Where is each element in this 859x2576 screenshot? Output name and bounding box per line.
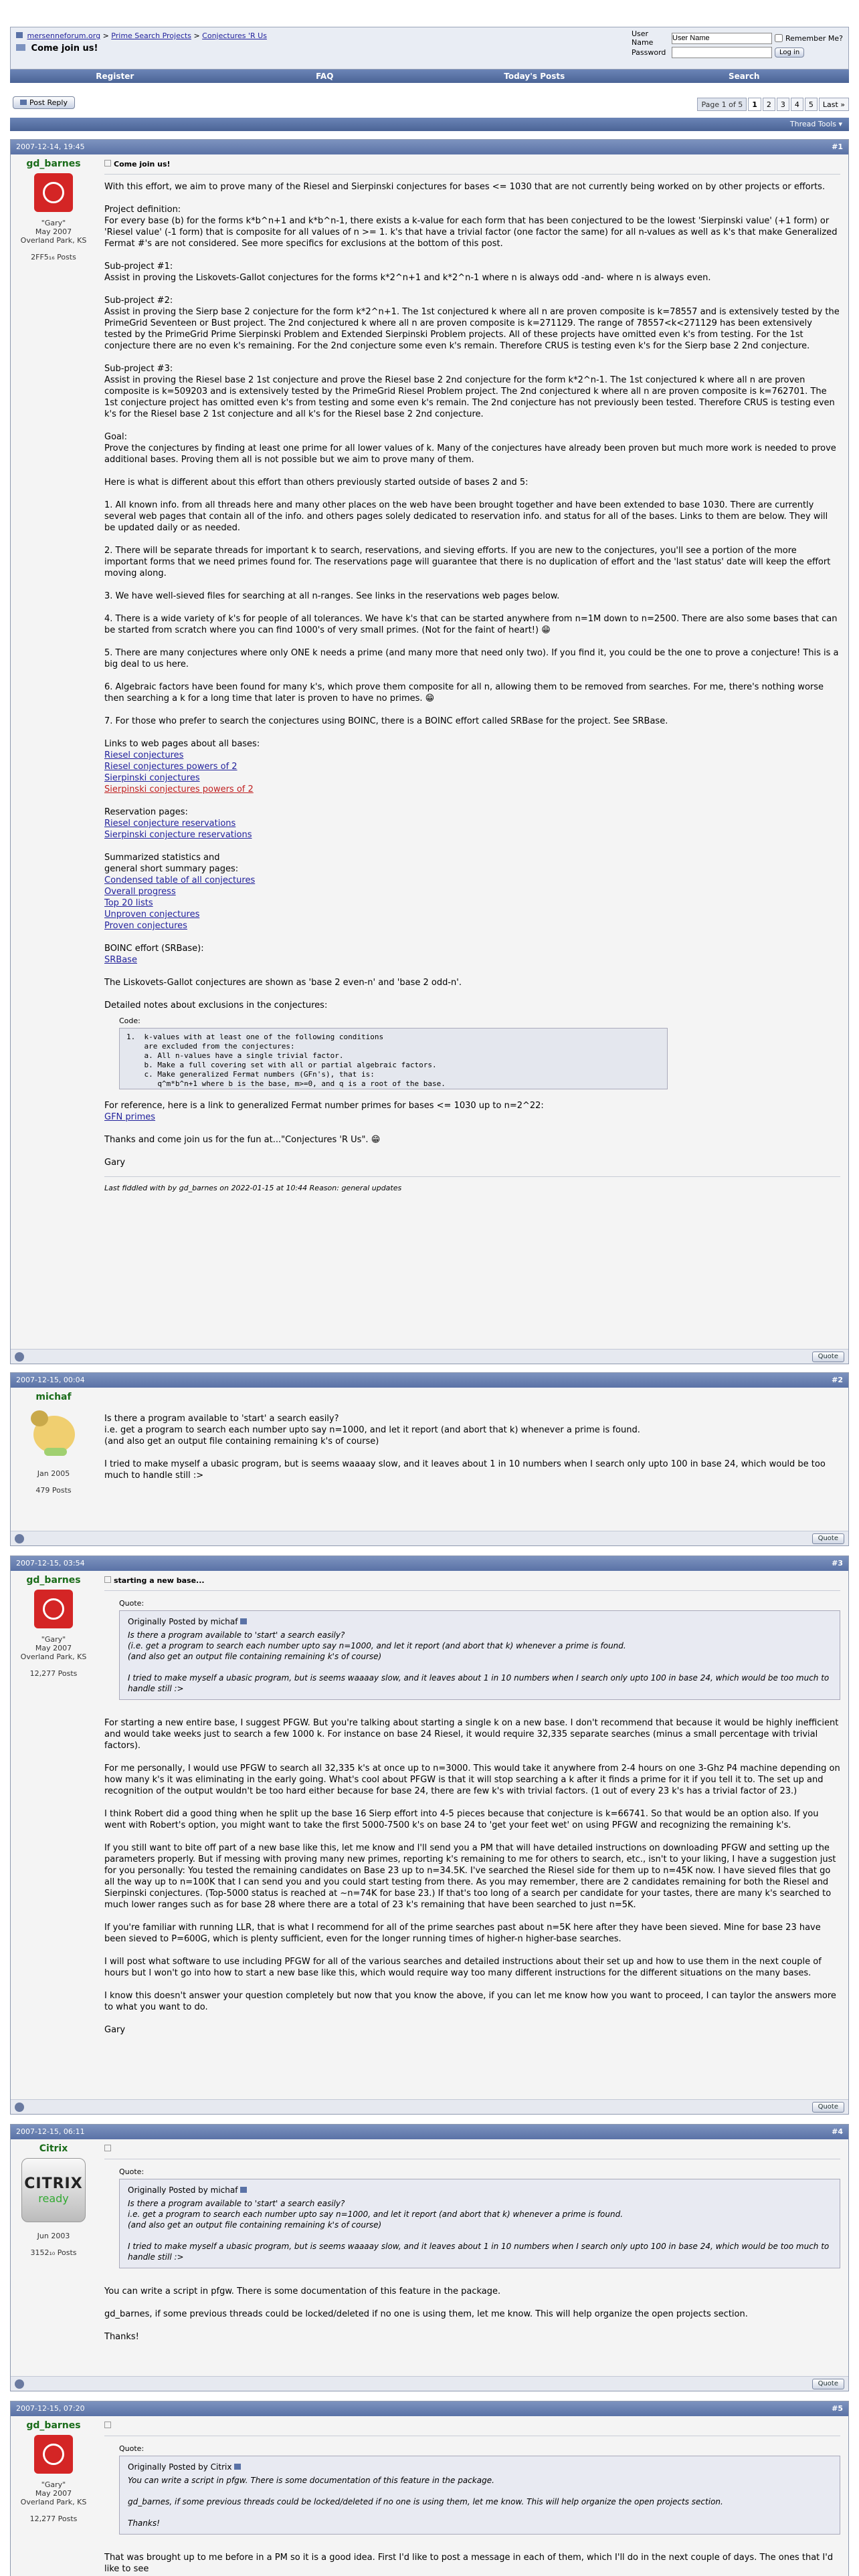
post-count: 3152₁₀ Posts <box>30 2248 77 2257</box>
breadcrumb-forum[interactable]: Prime Search Projects <box>111 31 191 40</box>
detail-note: Detailed notes about exclusions in the conjectures: <box>104 1000 328 1010</box>
nav-bar <box>10 70 849 83</box>
folder-icon <box>16 44 25 51</box>
nav-faq[interactable]: FAQ <box>316 72 334 81</box>
quote-button[interactable]: Quote <box>812 2102 844 2113</box>
user-info <box>11 2416 96 2523</box>
quote-block <box>119 2443 840 2535</box>
summary-list <box>104 875 840 932</box>
avatar <box>34 1590 73 1628</box>
remember-checkbox[interactable] <box>775 34 783 42</box>
location: Overland Park, KS <box>20 236 87 245</box>
post-count: 2FF5₁₆ Posts <box>31 253 76 261</box>
post-icon <box>104 2145 111 2151</box>
breadcrumb-home[interactable]: mersenneforum.org <box>27 31 101 40</box>
edit-note: Last fiddled with by gd_barnes on 2022-01-15 at 10:44 Reason: general updates <box>104 1184 402 1192</box>
username-link[interactable]: gd_barnes <box>26 158 81 169</box>
summary-link[interactable]: Proven conjectures <box>104 921 187 931</box>
post-body <box>104 1575 840 2047</box>
lg-note: The Liskovets-Gallot conjectures are shown as 'base 2 even-n' and 'base 2 odd-n'. <box>104 978 462 988</box>
paragraph: If you still want to bite off part of a new base like this, let me know and I'll send you a PM that will have detailed instructions on downloading PFGW and setting up the parameters properly. But if messing with proving many new primes, reporting k's remaining to me for others to search, etc., isn't to your liking, I have a suggestion just for you personally: You tested the remaining candidates on Base 23 up to n=34.5K. I've searched the Riesel side for them up to n=45K now. I have sieved files that go all the way up to n=100K that I can send you and you could start testing from there. As you may remember, there are 2 candidates remaining for both the Riesel and Sierpinski conjectures. (Top-5000 status is reached at ~n=74K for base 23.) If that's too long of a search per candidate for your tastes, there are many k's searched to much lower ranges such as for base 28 where there are a total of 23 k's remaining that have been searched to just n=5K. <box>104 1843 836 1910</box>
status-icon <box>15 1534 24 1543</box>
paragraph: For starting a new entire base, I suggest PFGW. But you're talking about starting a single k on a new base. I don't recommend that because it would be highly inefficient and would take weeks just to search a few 1000 k. For instance on base 24 Riesel, it would require 32,335 separate searches (minus a small percentage with trivial factors). <box>104 1718 839 1751</box>
user-info <box>11 154 96 261</box>
conjecture-link[interactable]: Riesel conjectures powers of 2 <box>104 762 237 772</box>
location: Overland Park, KS <box>20 1652 87 1661</box>
conjecture-link[interactable]: Sierpinski conjectures <box>104 773 200 783</box>
paragraph: That was brought up to me before in a PM so it is a good idea. First I'd like to post a message in each of them, which I'll do in the next couple of days. The ones that I'd like to see <box>104 2553 834 2574</box>
paragraph: Project definition: For every base (b) for the forms k*b^n+1 and k*b^n-1, there exists a k-value for each form that has been conjectured to be the lowest 'Sierpinski value' (+1 form) or 'Riesel value' (-1 form) that is composite for all values of n >= 1. k's that have a trivial factor (one factor the same) for all n-values as well as k's that make Generalized Fermat #'s are not considered. See more specifics for exclusions at the bottom of this post. <box>104 205 838 249</box>
status-icon <box>15 1352 24 1362</box>
username-link[interactable]: gd_barnes <box>26 2420 81 2431</box>
quote-author: Originally Posted by michaf <box>128 1616 832 1627</box>
post-icon <box>104 160 111 167</box>
post-header <box>11 140 848 154</box>
summary-link[interactable]: Overall progress <box>104 887 176 897</box>
post-number[interactable]: #1 <box>832 142 843 151</box>
view-post-icon[interactable] <box>240 1618 247 1624</box>
srbase-link[interactable]: SRBase <box>104 955 137 965</box>
username-label: User Name <box>632 29 654 47</box>
post-3 <box>10 1555 849 2115</box>
signature: Gary <box>104 1157 840 1177</box>
quote-button[interactable]: Quote <box>812 1533 844 1544</box>
post-date: 2007-12-15, 03:54 <box>16 1559 85 1568</box>
post-icon <box>104 2422 111 2428</box>
paragraph: For me personally, I would use PFGW to search all 32,335 k's at once up to n=3000. This would take it anywhere from 2-4 hours on one 3-Ghz P4 machine depending on how many k's it was eliminating in the early going. What's cool about PFGW is that it will stop searching a k after it finds a prime for it if you tell it to. The set up and recognition of the output wouldn't be too hard either because for base 24, there are few k's with trivial factors. (1 out of every 23 k's has a trivial factor of 23.) <box>104 1763 840 1796</box>
remember-label: Remember Me? <box>785 33 843 43</box>
conjecture-link[interactable]: Riesel conjectures <box>104 750 184 760</box>
paragraph: I think Robert did a good thing when he split up the base 16 Sierp effort into 4-5 pieces because that conjecture is k=66741. So that would be an option also. If you went with Robert's option, you might want to take the first 5000-7500 k's on base 24 to 'get your feet wet' on using PFGW and recognizing the remaining k's. <box>104 1809 819 1830</box>
quote-box <box>119 2456 840 2535</box>
post-subject <box>104 2143 840 2159</box>
username-link[interactable]: michaf <box>35 1392 72 1402</box>
header-box <box>10 27 849 70</box>
thread-title: Come join us! <box>31 43 98 53</box>
username-link[interactable]: gd_barnes <box>26 1575 81 1586</box>
quote-label: Quote: <box>119 1599 145 1608</box>
post-footer <box>11 2376 848 2391</box>
post-header <box>11 1556 848 1571</box>
join-date: May 2007 <box>35 1644 72 1652</box>
quote-author: Originally Posted by michaf <box>128 2185 832 2195</box>
pagination <box>697 98 849 112</box>
reservation-link[interactable]: Riesel conjecture reservations <box>104 819 236 829</box>
summary-link[interactable]: Condensed table of all conjectures <box>104 875 256 885</box>
reservation-list <box>104 818 840 841</box>
paragraph: Goal: Prove the conjectures by finding at least one prime for all lower values of k. Many of the conjectures have already been proven but much more work is needed to prove additional bases. Proving them all is not possible but we aim to prove many of them. <box>104 432 836 465</box>
summary-link[interactable]: Unproven conjectures <box>104 909 200 920</box>
paragraph: If you're familiar with running LLR, that is what I recommend for all of the prime searches past about n=5K here after they have been sieved. Mine for base 23 have been sieved to P=600G, which is plenty sufficient, even for the longer running times of higher-n higher-base searches. <box>104 1923 821 1944</box>
avatar <box>34 2435 73 2474</box>
links-list <box>104 750 840 795</box>
paragraph: 5. There are many conjectures where only ONE k needs a prime (and many more that need only two). If you find it, you could be the one to prove a conjecture! This is a big deal to us here. <box>104 648 839 669</box>
view-post-icon[interactable] <box>234 2464 241 2470</box>
thread-title-row <box>16 43 98 53</box>
post-footer <box>11 1531 848 1545</box>
summary-link[interactable]: Top 20 lists <box>104 898 153 908</box>
quote-button[interactable]: Quote <box>812 2379 844 2389</box>
user-title: "Gary" <box>41 219 66 227</box>
post-4 <box>10 2124 849 2391</box>
quote-label: Quote: <box>119 2444 145 2453</box>
conjecture-link[interactable]: Sierpinski conjectures powers of 2 <box>104 784 254 794</box>
status-icon <box>15 2103 24 2112</box>
page-3[interactable]: 3 <box>777 98 789 111</box>
post-number[interactable]: #4 <box>832 2127 843 2136</box>
quote-box <box>119 1610 840 1700</box>
post-number[interactable]: #2 <box>832 1376 843 1384</box>
links-header: Links to web pages about all bases: <box>104 739 260 749</box>
page-last[interactable]: Last » <box>819 98 849 111</box>
post-paragraphs <box>104 181 840 727</box>
login-form <box>632 31 843 60</box>
reply-icon <box>20 100 27 105</box>
view-post-icon[interactable] <box>240 2187 247 2193</box>
post-header <box>11 2401 848 2416</box>
quote-box <box>119 2179 840 2268</box>
location: Overland Park, KS <box>20 2498 87 2506</box>
page-4[interactable]: 4 <box>791 98 803 111</box>
user-title: "Gary" <box>41 1635 66 1644</box>
quote-label: Quote: <box>119 2167 145 2176</box>
quote-block <box>119 1598 840 1700</box>
quote-block <box>119 2166 840 2268</box>
paragraph: 3. We have well-sieved files for searching at all n-ranges. See links in the reservations web pages below. <box>104 591 560 601</box>
signature: Gary <box>104 2025 126 2035</box>
user-title: "Gary" <box>41 2480 66 2489</box>
post-paragraphs <box>104 2552 840 2575</box>
username-link[interactable]: Citrix <box>39 2143 68 2154</box>
post-date: 2007-12-15, 07:20 <box>16 2404 85 2413</box>
breadcrumb-subforum[interactable]: Conjectures 'R Us <box>202 31 267 40</box>
gfn-primes-link[interactable]: GFN primes <box>104 1112 156 1122</box>
join-date: Jun 2003 <box>37 2232 70 2240</box>
post-date: 2007-12-14, 19:45 <box>16 142 85 151</box>
post-5 <box>10 2401 849 2576</box>
post-number[interactable]: #3 <box>832 1559 843 1568</box>
post-reply-button[interactable]: Post Reply <box>13 96 75 109</box>
paragraph: Sub-project #3: Assist in proving the Riesel base 2 1st conjecture and prove the Riesel base 2 2nd conjecture for the form k*2^n-1. The 1st conjectured k where all n are proven composite is k=509203 and is extensively tested by the PrimeGrid Riesel Problem project. The 2nd conjectured k where all n are proven composite is k=762701. The 1st conjecture project has omitted even k's from testing and some even k's remain. The 2nd conjecture has not previously been tested. Therefore CRUS is testing even k's for the Riesel base 2 1st conjecture and all k's for the Riesel base 2 2nd conjecture. <box>104 364 835 419</box>
nav-search[interactable]: Search <box>729 72 760 81</box>
paragraph: 1. All known info. from all threads here and many other places on the web have been brought together and have been extended to base 1030. There are currently several web pages that contain all of the info. and others pages solely dedicated to reservation info. and status for all of the bases. Links to them are below. They will be updated daily or as needed. <box>104 500 828 533</box>
post-body <box>104 158 840 1194</box>
paragraph: Thanks! <box>104 2332 139 2342</box>
code-content[interactable]: 1. k-values with at least one of the following conditions are excluded from the conjectures: a. All n-values have a single trivial factor. b. Make a full covering set with all or partial algebraic factors. c. Make generalized Fermat numbers (GFn's), that is: q^m*b^n+1 where b is the base, m>=0, and q is a root of the base. <box>119 1028 668 1089</box>
code-label: Code: <box>119 1016 140 1025</box>
home-icon <box>16 32 23 38</box>
nav-todays-posts[interactable]: Today's Posts <box>504 72 565 81</box>
paragraph: You can write a script in pfgw. There is some documentation of this feature in the package. <box>104 2286 501 2296</box>
avatar <box>27 1406 80 1460</box>
avatar: CITRIX ready <box>21 2158 86 2222</box>
post-1 <box>10 139 849 1364</box>
user-info <box>11 1388 96 1495</box>
quote-text: Is there a program available to 'start' a search easily? (i.e. get a program to search each number upto say n=1000, and let it report (and abort that k) whenever a prime is found. (and also get an output file containing remaining k's of course) I tried to make myself a ubasic program, but is seems waaaay slow, and it leaves about 1 in 10 numbers when I search only upto 100 in base 24, which would be too much to handle still :> <box>128 1630 830 1693</box>
post-count: 479 Posts <box>35 1486 72 1495</box>
password-input[interactable] <box>672 47 772 58</box>
paragraph: 2. There will be separate threads for important k to search, reservations, and sieving efforts. If you are new to the conjectures, you'll see a portion of the more important forms that we need primes found for. The reservations page will guarantee that there is no duplication of effort and the 'last status' date will keep the effort moving along. <box>104 546 831 578</box>
post-footer <box>11 2099 848 2114</box>
paragraph: 4. There is a wide variety of k's for people of all tolerances. We have k's that can be started anywhere from n=1M down to n=2500. There are also some bases that can be started from scratch where you can find 1000's of very small primes. (Not for the faint of heart!) 😁 <box>104 614 838 635</box>
post-count: 12,277 Posts <box>29 2514 78 2523</box>
status-icon <box>15 2379 24 2389</box>
nav-register[interactable]: Register <box>96 72 134 81</box>
join-date: May 2007 <box>35 2489 72 2498</box>
post-body <box>104 1413 840 1493</box>
post-paragraphs <box>104 1413 840 1481</box>
boinc-header: BOINC effort (SRBase): <box>104 944 204 954</box>
page-5[interactable]: 5 <box>805 98 818 111</box>
post-footer <box>11 1349 848 1364</box>
quote-button[interactable]: Quote <box>812 1352 844 1362</box>
paragraph: I will post what software to use including PFGW for all of the various searches and detailed instructions about their set up and how to use them in the next couple of hours but I won't go into how to start a new base like this, which would require way too many different instructions for the different situations on the many bases. <box>104 1957 822 1978</box>
paragraph: With this effort, we aim to prove many of the Riesel and Sierpinski conjectures for bases <= 1030 that are not currently being worked on by other projects or efforts. <box>104 182 826 192</box>
username-input[interactable] <box>672 33 772 44</box>
paragraph: I tried to make myself a ubasic program, but is seems waaaay slow, and it leaves about 1 in 10 numbers when I search only upto 100 in base 24, which would be too much to handle still :> <box>104 1459 826 1481</box>
breadcrumb: mersenneforum.org > Prime Search Projects > Conjectures 'R Us <box>16 31 267 40</box>
thread-tools-bar <box>10 118 849 131</box>
user-info <box>11 1571 96 1678</box>
post-subject <box>104 2420 840 2436</box>
post-subject: starting a new base... <box>104 1575 840 1591</box>
password-label: Password <box>632 47 666 57</box>
code-block <box>119 1015 840 1089</box>
paragraph: Here is what is different about this effort than others previously started outside of bases 2 and 5: <box>104 477 529 488</box>
post-2 <box>10 1372 849 1546</box>
page-1[interactable]: 1 <box>748 98 761 111</box>
reservation-link[interactable]: Sierpinski conjecture reservations <box>104 830 252 840</box>
quote-text: Is there a program available to 'start' a search easily? i.e. get a program to search each number upto say n=1000, and let it report (and abort that k) whenever a prime is found. (and also get an output file containing remaining k's of course) I tried to make myself a ubasic program, but is seems waaaay slow, and it leaves about 1 in 10 numbers when I search only upto 100 in base 24, which would be too much to handle still :> <box>128 2199 830 2262</box>
post-icon <box>104 1576 111 1583</box>
paragraph: 6. Algebraic factors have been found for many k's, which prove them composite for all n, allowing them to be removed from searches. For me, there's nothing worse then searching a k for a long time that later is proven to have no primes. 😁 <box>104 682 824 704</box>
join-date: Jan 2005 <box>37 1469 70 1478</box>
post-paragraphs <box>104 1717 840 2013</box>
quote-text: You can write a script in pfgw. There is some documentation of this feature in the package. gd_barnes, if some previous threads could be locked/deleted if no one is using them, let me know. This will help organize the open projects section. Thanks! <box>128 2476 723 2528</box>
post-number[interactable]: #5 <box>832 2404 843 2413</box>
paragraph: 7. For those who prefer to search the conjectures using BOINC, there is a BOINC effort called SRBase for the project. See SRBase. <box>104 716 668 726</box>
post-header <box>11 1373 848 1388</box>
summary-header: Summarized statistics and general short summary pages: <box>104 853 239 874</box>
post-header <box>11 2125 848 2139</box>
thread-tools-menu[interactable]: Thread Tools ▾ <box>789 120 842 128</box>
join-date: May 2007 <box>35 227 72 236</box>
thanks-text: Thanks and come join us for the fun at..."Conjectures 'R Us". 😁 <box>104 1135 381 1145</box>
post-count: 12,277 Posts <box>29 1669 78 1678</box>
post-subject: Come join us! <box>104 158 840 175</box>
paragraph: Is there a program available to 'start' a search easily? i.e. get a program to search each number upto say n=1000, and let it report (and abort that k) whenever a prime is found. (and also get an output file containing remaining k's of course) <box>104 1414 640 1446</box>
avatar <box>34 173 73 212</box>
post-body <box>104 2420 840 2576</box>
reference-text: For reference, here is a link to generalized Fermat number primes for bases <= 1030 up to n=2^22: <box>104 1101 544 1111</box>
reservation-header: Reservation pages: <box>104 807 188 817</box>
paragraph: Sub-project #2: Assist in proving the Sierp base 2 conjecture for the form k*2^n+1. The 1st conjectured k where all n are proven composite is k=78557 and is extensively tested by the PrimeGrid Seventeen or Bust project. The 2nd conjectured k where all n are proven composite is k=271129. The range of 78557<k<271129 has been extensively tested by the PrimeGrid Prime Sierpinski Problem and Extended Sierpinski Problem projects. All of these projects have omitted even k's from testing. For the 1st conjecture there are no even k's remaining. For the 2nd conjecture some even k's remain. Therefore CRUS is testing even k's for the Sierp base 2 2nd conjecture. <box>104 296 840 351</box>
page-2[interactable]: 2 <box>763 98 775 111</box>
login-button[interactable]: Log in <box>775 47 804 58</box>
post-paragraphs <box>104 2286 840 2343</box>
user-info <box>11 2139 96 2257</box>
paragraph: I know this doesn't answer your question completely but now that you know the above, if you can let me know how you want to proceed, I can taylor the answers more to what you want to do. <box>104 1991 836 2012</box>
post-date: 2007-12-15, 06:11 <box>16 2127 85 2136</box>
page-of: Page 1 of 5 <box>697 98 747 111</box>
quote-author: Originally Posted by Citrix <box>128 2462 832 2472</box>
post-date: 2007-12-15, 00:04 <box>16 1376 85 1384</box>
paragraph: Sub-project #1: Assist in proving the Liskovets-Gallot conjectures for the forms k*2^n+1 and k*2^n-1 where n is always odd -and- where n is always even. <box>104 261 711 283</box>
post-body <box>104 2143 840 2354</box>
paragraph: gd_barnes, if some previous threads could be locked/deleted if no one is using them, let me know. This will help organize the open projects section. <box>104 2309 748 2319</box>
